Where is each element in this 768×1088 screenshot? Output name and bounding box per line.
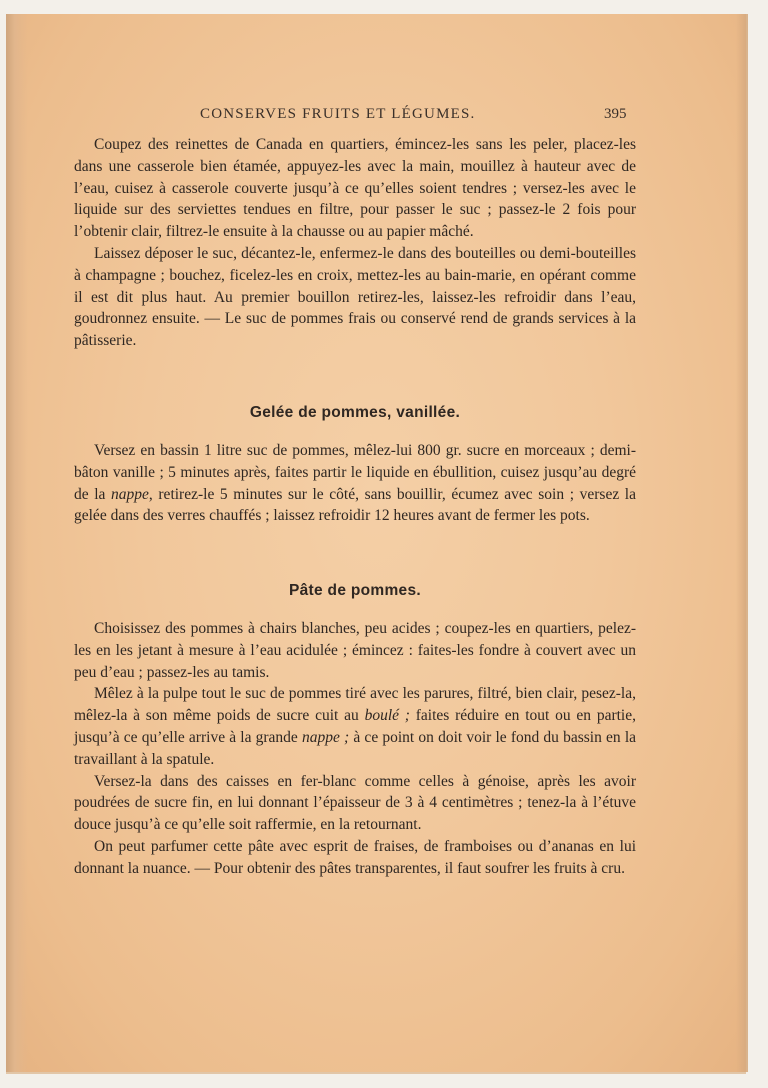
paragraph: Choisissez des pommes à chairs blanches, peu acides ; coupez-les en quartiers, pelez-les en les jetant à mesure à l’eau acidulée ; émincez : faites-les fondre à couvert avec un peu d’eau ; passez-les au tamis. — [74, 620, 636, 681]
section-heading: Gelée de pommes, vanillée. — [249, 404, 461, 421]
text-run: Versez en bassin 1 litre suc de pommes, mêlez-lui 800 gr. sucre en morceaux ; demi-bâton vanille ; 5 minutes après, faites partir le liquide en ébullition, cuisez jusqu’au degré de la — [74, 442, 636, 503]
text-run: , retirez-le 5 minutes sur le côté, sans bouillir, écumez avec soin ; versez la gelée dans des verres chauffés ; laissez refroidir 12 heures avant de fermer les pots. — [74, 485, 636, 525]
text-run: faites réduire en tout ou en partie, jusqu’à ce qu’elle arrive à la grande — [74, 707, 636, 746]
italic-term: nappe ; — [302, 728, 350, 746]
section-apple-juice — [74, 134, 636, 352]
paragraph: Laissez déposer le suc, décantez-le, enfermez-le dans des bouteilles ou demi-bouteilles à champagne ; bouchez, ficelez-les en croix, mettez-les au bain-marie, en opérant comme il est dit plus haut. Au premier bouillon retirez-les, laissez-les refroidir dans l’eau, goudronnez ensuite. — Le suc de pommes frais ou conservé rend de grands services à la pâtisserie. — [74, 244, 636, 350]
paragraph: Coupez des reinettes de Canada en quartiers, émincez-les sans les peler, placez-les dans une casserole bien étamée, appuyez-les avec la main, mouillez à hauteur avec de l’eau, cuisez à casserole couverte jusqu’à ce qu’elles soient tendres ; versez-les avec le liquide sur des serviettes tendues en filtre, pour passer le suc ; passez-le 2 fois pour l’obtenir clair, filtrez-le ensuite à la chausse ou au papier mâché. — [74, 136, 636, 241]
section-heading: Pâte de pommes. — [289, 582, 421, 599]
running-title: CONSERVES FRUITS ET LÉGUMES. — [200, 106, 476, 122]
italic-term: boulé ; — [364, 707, 410, 725]
paragraph: On peut parfumer cette pâte avec esprit de fraises, de framboises ou d’ananas en lui donnant la nuance. — Pour obtenir des pâtes transparentes, il faut soufrer les fruits à cru. — [74, 837, 636, 877]
paragraph — [74, 683, 636, 770]
text-run: Mêlez à la pulpe tout le suc de pommes tiré avec les parures, filtré, bien clair, pesez-la, mêlez-la à son même poids de sucre cuit au — [74, 685, 636, 725]
book-page — [6, 14, 746, 1072]
paragraph: Versez-la dans des caisses en fer-blanc comme celles à génoise, après les avoir poudrées de sucre fin, en lui donnant l’épaisseur de 3 à 4 centimètres ; tenez-la à l’étuve douce jusqu’à ce qu’elle soit raffermie, en la retournant. — [74, 772, 636, 834]
text-run: à ce point on doit voir le fond du bassin en la travaillant à la spatule. — [74, 728, 636, 768]
italic-term: nappe — [111, 485, 149, 503]
page-number: 395 — [604, 106, 627, 122]
paragraph — [74, 440, 636, 527]
section-apple-jelly — [74, 440, 636, 527]
section-apple-paste — [74, 618, 636, 880]
